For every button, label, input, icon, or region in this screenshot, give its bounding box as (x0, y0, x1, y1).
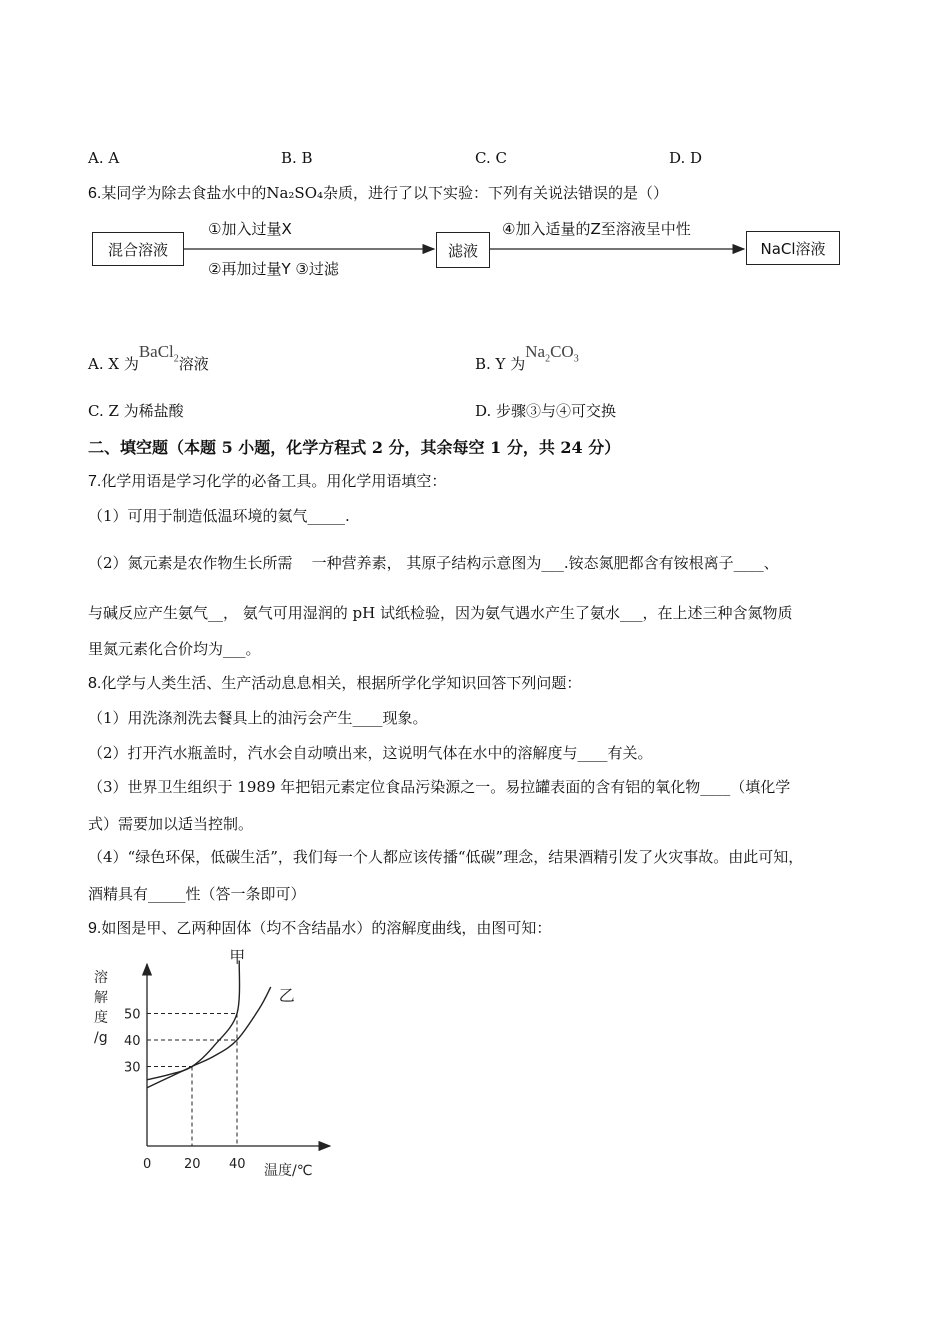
y-tick-label: 40 (124, 1034, 141, 1049)
q6-option-c: C. Z 为稀盐酸 (88, 402, 184, 420)
q6-option-b-formula (525, 342, 579, 365)
q7-part-1: （1）可用于制造低温环境的氦气_____. (88, 507, 350, 525)
q8-part-3-line-1: （3）世界卫生组织于 1989 年把铝元素定位食品污染源之一。易拉罐表面的含有铝的氧化物____（填化学 (88, 778, 791, 796)
q9-number: 9. (88, 920, 102, 937)
q8-part-3-line-2: 式）需要加以适当控制。 (88, 815, 254, 833)
y-axis-label-char-1: 溶 (94, 970, 108, 986)
q9-stem: 如图是甲、乙两种固体（均不含结晶水）的溶解度曲线，由图可知： (101, 919, 552, 937)
flow-box-nacl-solution: NaCl溶液 (746, 231, 840, 265)
q8-part-4-line-2: 酒精具有_____性（答一条即可） (88, 885, 306, 903)
series-label: 乙 (278, 986, 295, 1005)
series-line-yi (147, 987, 271, 1088)
q7-part-2-line-3: 里氮元素化合价均为___。 (88, 640, 261, 658)
q6-option-a (88, 344, 209, 371)
x-axis-label: 温度/℃ (264, 1163, 313, 1179)
q6-option-a-prefix: A. X 为 (88, 355, 139, 373)
formula-co: CO (550, 342, 574, 361)
q8-part-2: （2）打开汽水瓶盖时，汽水会自动喷出来，这说明气体在水中的溶解度与____有关。 (88, 744, 653, 762)
q7-stem-line (88, 471, 446, 492)
q5-option-a: A. A (88, 149, 120, 167)
q8-stem: 化学与人类生活、生产活动息息相关，根据所学化学知识回答下列问题： (101, 674, 582, 692)
q8-number: 8. (88, 675, 102, 692)
formula-bacl: BaCl (138, 342, 174, 361)
formula-sub-3: 3 (573, 353, 579, 365)
section-2-heading: 二、填空题（本题 5 小题，化学方程式 2 分，其余每空 1 分，共 24 分） (88, 438, 621, 457)
series-line-jia (147, 961, 240, 1080)
q6-option-a-suffix: 溶液 (178, 355, 209, 373)
x-tick-label: 20 (184, 1157, 201, 1172)
q7-part-2-line-1: （2）氮元素是农作物生长所需 一种营养素， 其原子结构示意图为___.铵态氮肥都含有铵根离子____、 (88, 554, 779, 572)
solubility-chart (80, 947, 350, 1190)
y-axis-label-unit: /g (94, 1030, 108, 1046)
q6-option-b (475, 344, 579, 371)
flow-step-2-3: ②再加过量Y ③过滤 (208, 260, 339, 278)
q7-number: 7. (88, 473, 102, 490)
q7-stem: 化学用语是学习化学的必备工具。用化学用语填空： (101, 472, 447, 490)
q8-stem-line (88, 673, 581, 694)
formula-na: Na (525, 342, 546, 361)
y-axis-label-char-3: 度 (94, 1010, 108, 1026)
q6-option-b-prefix: B. Y 为 (475, 355, 526, 373)
flow-box-mixed-solution: 混合溶液 (92, 232, 184, 266)
q6-option-a-formula (138, 342, 179, 365)
y-tick-label: 50 (124, 1007, 141, 1023)
q6-stem: 某同学为除去食盐水中的Na₂SO₄杂质，进行了以下实验：下列有关说法错误的是（） (101, 184, 669, 202)
q5-option-c: C. C (475, 149, 507, 167)
q6-option-d: D. 步骤③与④可交换 (475, 402, 617, 420)
series-label: 甲 (229, 947, 246, 967)
x-tick-label: 0 (143, 1157, 152, 1172)
y-tick-label: 30 (124, 1060, 141, 1076)
flow-box-filtrate: 滤液 (436, 232, 490, 268)
formula-sub-2: 2 (173, 353, 179, 365)
y-axis-label-char-2: 解 (94, 990, 108, 1006)
flow-step-1: ①加入过量X (208, 220, 292, 238)
q8-part-1: （1）用洗涤剂洗去餐具上的油污会产生____现象。 (88, 709, 428, 727)
q6-number: 6. (88, 185, 102, 202)
q9-stem-line (88, 918, 551, 939)
q5-option-b: B. B (281, 149, 313, 167)
q5-option-d: D. D (669, 149, 703, 167)
q8-part-4-line-1: （4）“绿色环保，低碳生活”，我们每一个人都应该传播“低碳”理念，结果酒精引发了火灾事故。由此可知， (88, 848, 804, 866)
flow-step-4: ④加入适量的Z至溶液呈中性 (502, 220, 691, 238)
formula-sub-2: 2 (545, 353, 551, 365)
flow-arrows (0, 0, 950, 300)
q7-part-2-line-2: 与碱反应产生氨气__， 氨气可用湿润的 pH 试纸检验，因为氨气遇水产生了氨水___，在上述三种含氮物质 (88, 604, 793, 622)
x-tick-label: 40 (229, 1157, 246, 1172)
